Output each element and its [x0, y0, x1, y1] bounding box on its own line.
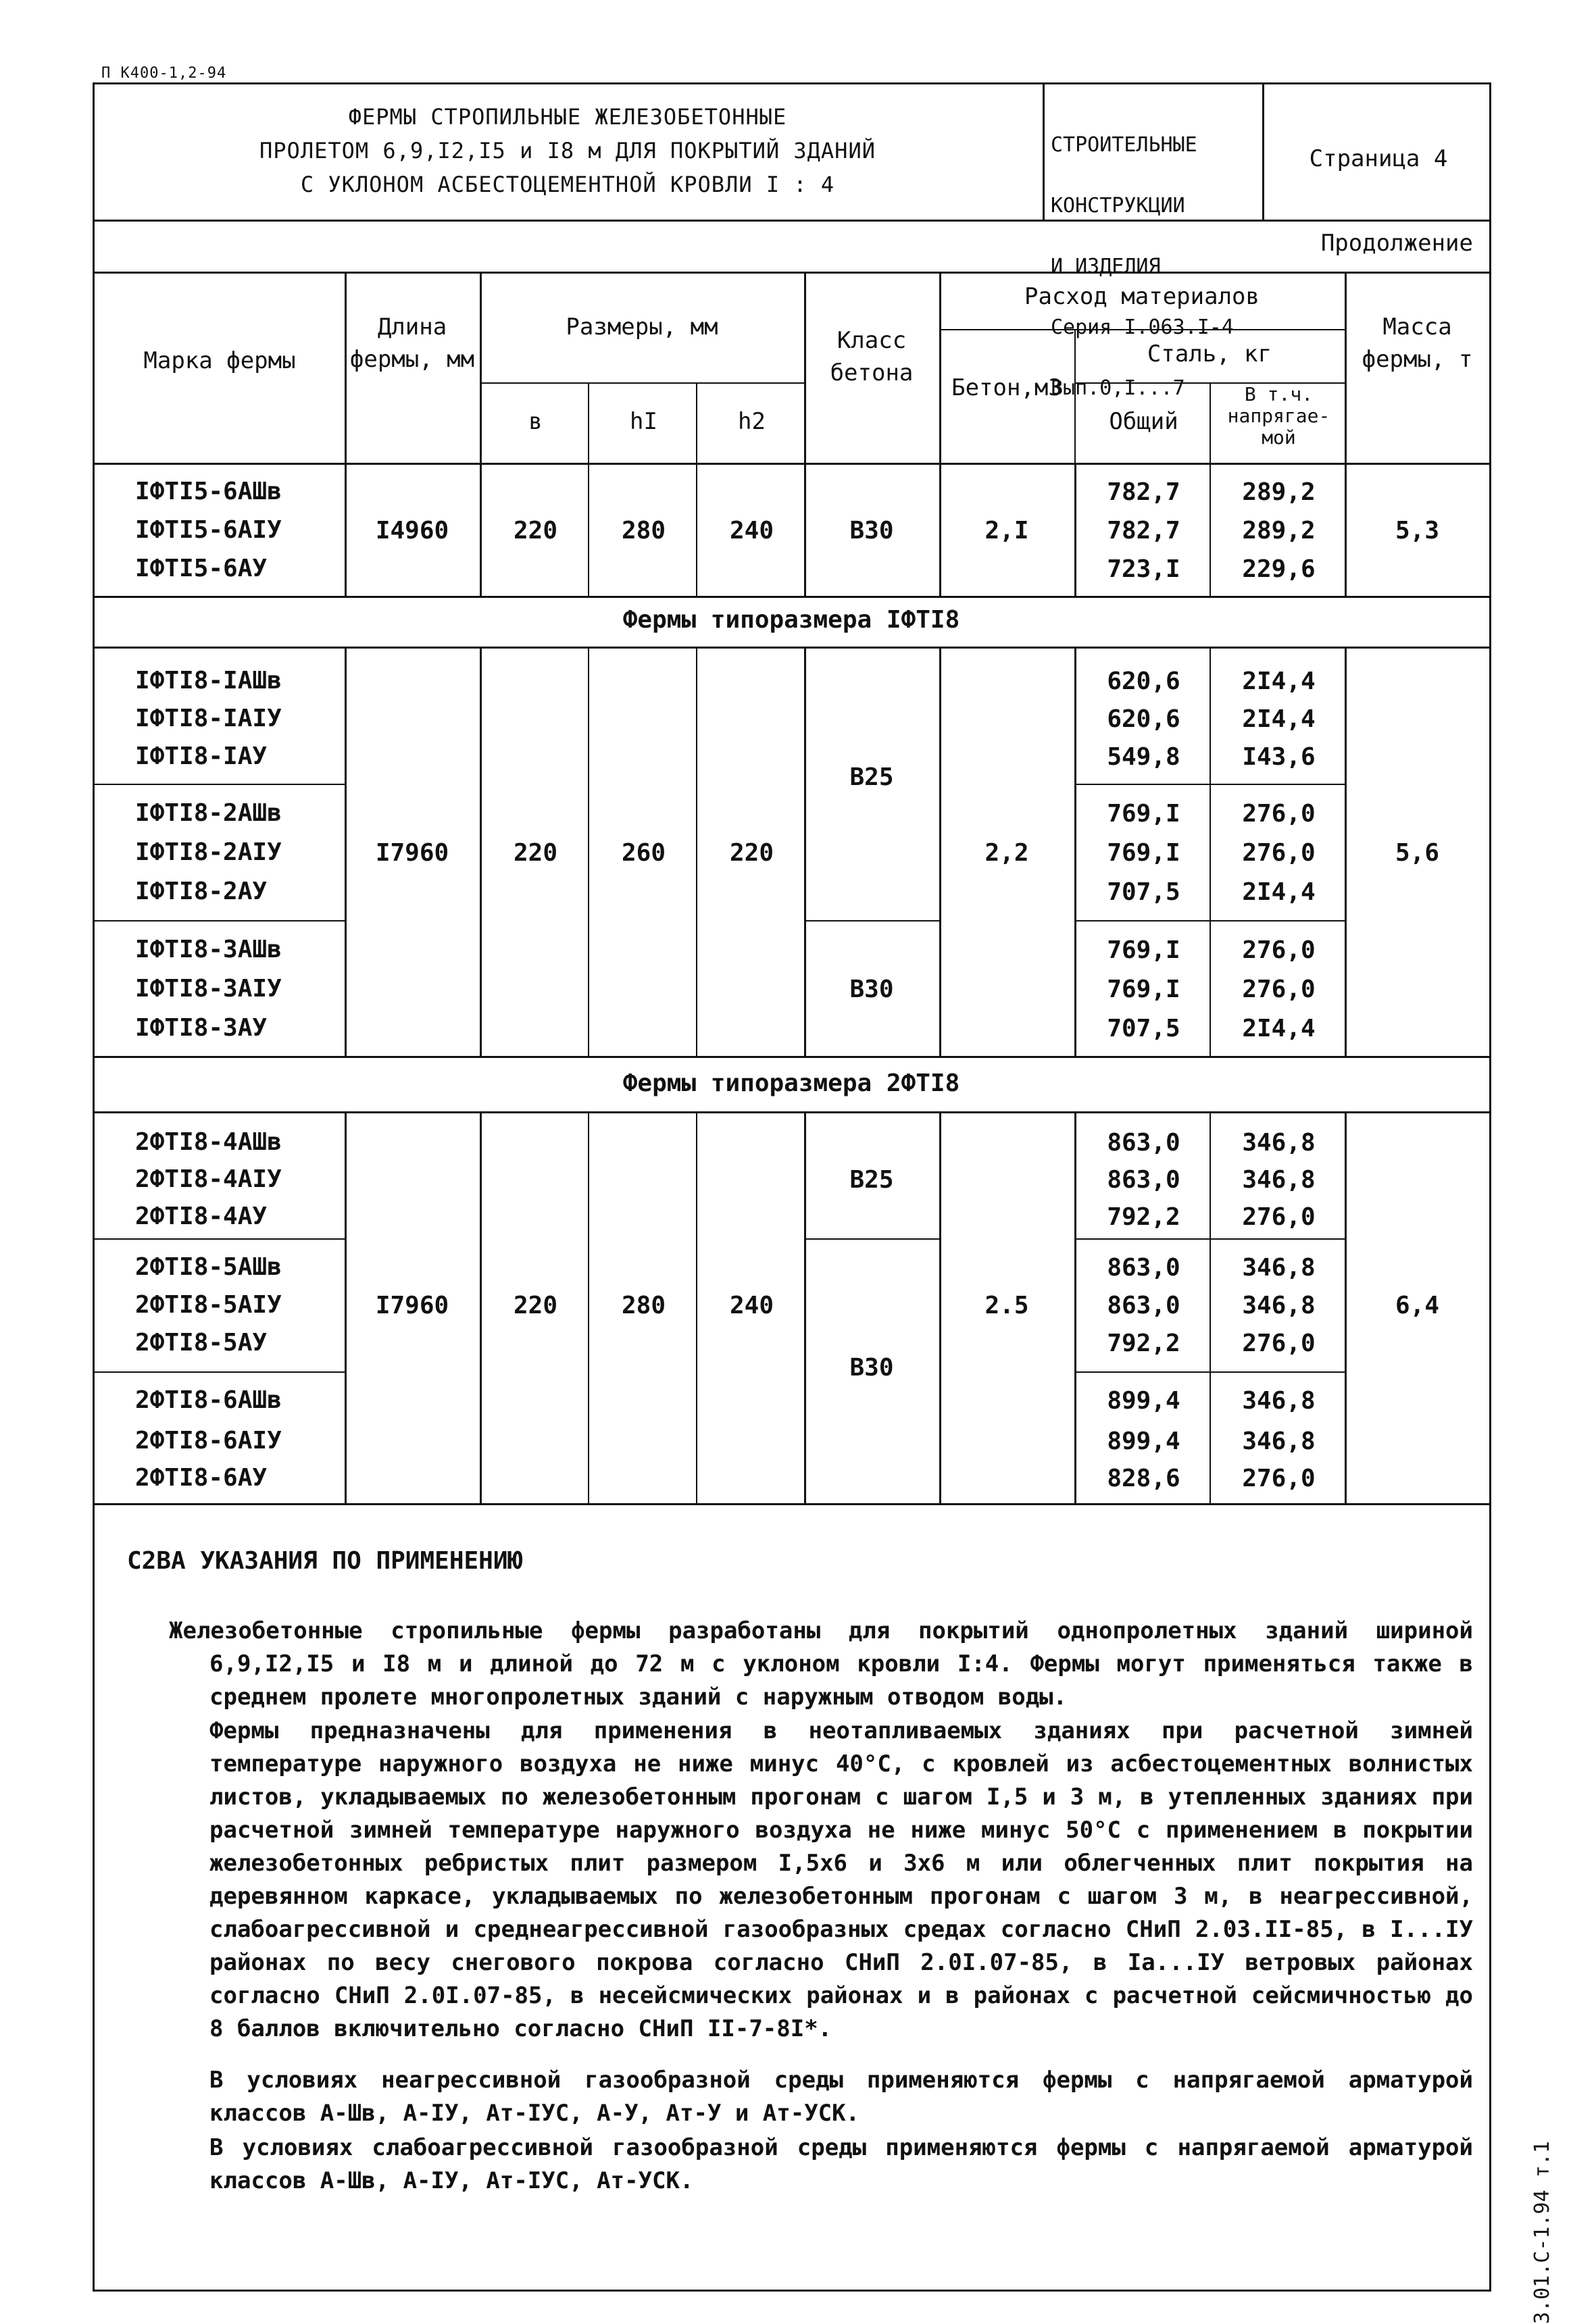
mark-cell: 2ФТI8-4АУ	[135, 1203, 268, 1230]
h2-cell: 220	[729, 839, 774, 867]
steel-pre-cell: 2I4,4	[1242, 878, 1316, 906]
header-steel-prestressed: В т.ч. напрягае-мой	[1227, 383, 1330, 449]
grid-line	[696, 647, 697, 1056]
table-top-line	[93, 272, 1491, 274]
mark-cell: IФТI5-6АШв	[135, 478, 282, 505]
grid-line	[804, 920, 939, 921]
steel-total-cell: 769,I	[1107, 800, 1180, 828]
steel-total-cell: 782,7	[1107, 517, 1180, 545]
steel-pre-cell: 346,8	[1242, 1129, 1316, 1157]
header-divider-2	[1262, 82, 1264, 220]
grid-line	[480, 647, 482, 1056]
steel-pre-cell: 2I4,4	[1242, 1015, 1316, 1042]
grid-line	[345, 647, 347, 1056]
steel-total-cell: 828,6	[1107, 1465, 1180, 1492]
title-line-1: ФЕРМЫ СТРОПИЛЬНЫЕ ЖЕЛЕЗОБЕТОННЫЕ	[348, 104, 787, 130]
grid-line	[93, 1056, 1491, 1058]
series-line: КОНСТРУКЦИИ	[1051, 194, 1185, 218]
group-title-2: Фермы типоразмера 2ФТI8	[622, 1069, 960, 1097]
steel-pre-cell: 276,0	[1242, 839, 1316, 867]
mark-cell: 2ФТI8-4АШв	[135, 1128, 282, 1156]
steel-pre-cell: 289,2	[1242, 517, 1316, 545]
steel-pre-cell: 276,0	[1242, 936, 1316, 964]
header-steel-total: Общий	[1109, 408, 1178, 435]
mass-cell: 5,6	[1395, 839, 1440, 867]
header-length: Длина фермы, мм	[349, 313, 475, 373]
concrete-cell: 2.5	[984, 1292, 1029, 1319]
class-cell: В30	[849, 976, 894, 1003]
grid-line	[939, 272, 941, 463]
grid-line	[93, 1111, 1491, 1113]
steel-total-cell: 863,0	[1107, 1166, 1180, 1194]
grid-line	[804, 272, 806, 463]
group-title-1: Фермы типоразмера IФТI8	[622, 606, 960, 634]
mark-cell: 2ФТI8-4АIУ	[135, 1165, 282, 1193]
steel-pre-cell: 276,0	[1242, 976, 1316, 1003]
grid-line	[480, 272, 482, 463]
grid-line	[1210, 463, 1211, 596]
h1-cell: 280	[621, 517, 666, 545]
header-b: в	[528, 408, 543, 435]
series-line: И ИЗДЕЛИЯ	[1051, 255, 1161, 278]
b-cell: 220	[513, 839, 558, 867]
b-cell: 220	[513, 1292, 558, 1319]
series-line: Вып.0,I...7	[1051, 376, 1185, 400]
mark-cell: IФТI5-6АIУ	[135, 516, 282, 544]
mark-cell: IФТI8-3АУ	[135, 1014, 268, 1042]
mass-cell: 6,4	[1395, 1292, 1440, 1319]
h2-cell: 240	[729, 517, 774, 545]
steel-total-cell: 792,2	[1107, 1203, 1180, 1231]
grid-line	[588, 463, 589, 596]
mark-cell: IФТI8-IАIУ	[135, 705, 282, 732]
steel-pre-cell: I43,6	[1242, 743, 1316, 771]
header-concrete-class: Класс бетона	[830, 327, 914, 386]
header-divider-1	[1043, 82, 1045, 220]
series-line: Серия I.063.I-4	[1051, 315, 1234, 339]
header-bottom-line	[93, 220, 1491, 222]
header-h2: h2	[738, 408, 766, 435]
grid-line	[804, 463, 806, 596]
document-code: П К400-1,2-94	[101, 65, 227, 82]
grid-line	[93, 784, 346, 785]
steel-pre-cell: 289,2	[1242, 478, 1316, 506]
mark-cell: 2ФТI8-5АIУ	[135, 1291, 282, 1319]
steel-pre-cell: 276,0	[1242, 1330, 1316, 1357]
steel-pre-cell: 276,0	[1242, 1203, 1316, 1231]
steel-pre-cell: 276,0	[1242, 800, 1316, 828]
grid-line	[588, 1111, 589, 1503]
mark-cell: 2ФТI8-5АУ	[135, 1329, 268, 1357]
class-cell: В30	[849, 1354, 894, 1382]
class-cell: В30	[849, 517, 894, 545]
mark-cell: IФТI8-3АШв	[135, 936, 282, 963]
h1-cell: 280	[621, 1292, 666, 1319]
grid-line	[588, 647, 589, 1056]
steel-total-cell: 863,0	[1107, 1254, 1180, 1282]
series-line: СТРОИТЕЛЬНЫЕ	[1051, 133, 1197, 157]
concrete-cell: 2,I	[984, 517, 1029, 545]
class-cell: В25	[849, 763, 894, 791]
grid-line	[480, 1111, 482, 1503]
steel-pre-cell: 229,6	[1242, 555, 1316, 583]
grid-line	[345, 1111, 347, 1503]
grid-line	[1074, 463, 1076, 596]
grid-line	[93, 596, 1491, 598]
h2-cell: 240	[729, 1292, 774, 1319]
steel-pre-cell: 346,8	[1242, 1428, 1316, 1455]
mark-cell: IФТI8-2АIУ	[135, 838, 282, 866]
page-number: Страница 4	[1309, 145, 1448, 172]
title-line-3: С УКЛОНОМ АСБЕСТОЦЕМЕНТНОЙ КРОВЛИ I : 4	[300, 172, 835, 197]
section-title: С2ВА УКАЗАНИЯ ПО ПРИМЕНЕНИЮ	[127, 1547, 523, 1575]
grid-line	[804, 1238, 939, 1240]
steel-total-cell: 769,I	[1107, 839, 1180, 867]
length-cell: I7960	[375, 1292, 449, 1319]
grid-line	[1210, 382, 1211, 463]
grid-line	[939, 329, 1345, 330]
grid-line	[1345, 272, 1347, 463]
grid-line	[588, 382, 589, 463]
header-mass: Масса фермы, т	[1362, 313, 1473, 373]
paragraph-4: В условиях слабоагрессивной газообразной среды применяются фермы с напрягаемой арматурой классов А-Шв, А-IУ, Ат-IУС, Ат-УСК.	[209, 2134, 1473, 2194]
grid-line	[1345, 463, 1347, 596]
steel-pre-cell: 346,8	[1242, 1292, 1316, 1319]
mark-cell: IФТI5-6АУ	[135, 555, 268, 582]
steel-total-cell: 782,7	[1107, 478, 1180, 506]
grid-line	[696, 382, 697, 463]
paragraph-2: Фермы предназначены для применения в неотапливаемых зданиях при расчетной зимней температуре наружного воздуха не ниже минус 40°С, с кровлей из асбестоцементных волнистых листов, укладываемых по железобетонным прогонам с шагом I,5 и 3 м, в утепленных зданиях при расчетной зимней температуре наружного воздуха не ниже минус 50°С с применением в покрытии железобетонных ребристых плит размером I,5х6 и 3х6 м или облегченных плит покрытия на деревянном каркасе, укладываемых по железобетонным прогонам с шагом 3 м, в неагрессивной, слабоагрессивной и среднеагрессивной газообразных средах согласно СНиП 2.03.II-85, в I...IУ районах по весу снегового покрова согласно СНиП 2.0I.07-85, в Iа...IУ ветровых районах согласно СНиП 2.0I.07-85, в несейсмических районах и в районах с расчетной сейсмичностью до 8 баллов включительно согласно СНиП II-7-8I*.	[209, 1717, 1473, 2042]
continuation-label: Продолжение	[1320, 230, 1473, 257]
grid-line	[480, 463, 482, 596]
paragraph-1: Железобетонные стропильные фермы разработаны для покрытий однопролетных зданий шириной 6,9,I2,I5 и I8 м и длиной до 72 м с уклоном кровли I:4. Фермы могут применяться также в среднем пролете многопролетных зданий с наружным отводом воды.	[169, 1617, 1473, 1711]
grid-line	[804, 647, 806, 1056]
title-line-2: ПРОЛЕТОМ 6,9,I2,I5 и I8 м ДЛЯ ПОКРЫТИЙ ЗДАНИЙ	[259, 138, 876, 163]
header-h1: hI	[630, 408, 657, 435]
grid-line	[480, 382, 804, 384]
grid-line	[696, 1111, 697, 1503]
grid-line	[93, 1238, 346, 1240]
steel-total-cell: 723,I	[1107, 555, 1180, 583]
grid-line	[1210, 647, 1211, 1056]
side-code: 3.01.С-1.94 т.1	[1530, 2141, 1554, 2324]
grid-line	[1074, 329, 1076, 463]
steel-pre-cell: 276,0	[1242, 1465, 1316, 1492]
grid-line	[93, 920, 346, 921]
h1-cell: 260	[621, 839, 666, 867]
header-concrete: Бетон,м3	[951, 374, 1062, 401]
steel-pre-cell: 2I4,4	[1242, 667, 1316, 695]
mass-cell: 5,3	[1395, 517, 1440, 545]
grid-line	[1345, 1111, 1347, 1503]
steel-total-cell: 899,4	[1107, 1428, 1180, 1455]
class-cell: В25	[849, 1166, 894, 1194]
grid-line	[696, 463, 697, 596]
grid-line	[939, 463, 941, 596]
grid-line	[345, 463, 347, 596]
header-sizes: Размеры, мм	[566, 313, 718, 340]
steel-total-cell: 549,8	[1107, 743, 1180, 771]
grid-line	[1345, 647, 1347, 1056]
steel-pre-cell: 346,8	[1242, 1166, 1316, 1194]
mark-cell: IФТI8-IАУ	[135, 742, 268, 770]
header-steel: Сталь, кг	[1147, 340, 1272, 368]
steel-total-cell: 863,0	[1107, 1129, 1180, 1157]
steel-total-cell: 792,2	[1107, 1330, 1180, 1357]
grid-line	[939, 647, 941, 1056]
mark-cell: 2ФТI8-5АШв	[135, 1253, 282, 1281]
grid-line	[1074, 1111, 1076, 1503]
steel-total-cell: 863,0	[1107, 1292, 1180, 1319]
mark-cell: IФТI8-IАШв	[135, 667, 282, 694]
steel-total-cell: 620,6	[1107, 705, 1180, 733]
steel-total-cell: 769,I	[1107, 936, 1180, 964]
grid-line	[93, 1371, 346, 1373]
steel-total-cell: 620,6	[1107, 667, 1180, 695]
grid-line	[345, 272, 347, 463]
mark-cell: 2ФТI8-6АУ	[135, 1464, 268, 1492]
paragraph-3: В условиях неагрессивной газообразной среды применяются фермы с напрягаемой арматурой классов А-Шв, А-IУ, Ат-IУС, А-У, Ат-У и Ат-УСК.	[209, 2067, 1473, 2127]
length-cell: I7960	[375, 839, 449, 867]
header-mark: Марка фермы	[143, 347, 296, 374]
steel-pre-cell: 346,8	[1242, 1254, 1316, 1282]
mark-cell: IФТI8-2АШв	[135, 799, 282, 827]
document-title	[95, 100, 1041, 201]
steel-pre-cell: 346,8	[1242, 1387, 1316, 1415]
header-materials: Расход материалов	[1024, 283, 1260, 310]
steel-total-cell: 707,5	[1107, 1015, 1180, 1042]
grid-line	[93, 647, 1491, 649]
mark-cell: 2ФТI8-6АШв	[135, 1386, 282, 1414]
steel-pre-cell: 2I4,4	[1242, 705, 1316, 733]
grid-line	[804, 1111, 806, 1503]
steel-total-cell: 769,I	[1107, 976, 1180, 1003]
b-cell: 220	[513, 517, 558, 545]
steel-total-cell: 707,5	[1107, 878, 1180, 906]
grid-line	[939, 1111, 941, 1503]
grid-line	[1074, 647, 1076, 1056]
mark-cell: IФТI8-3АIУ	[135, 975, 282, 1003]
length-cell: I4960	[375, 517, 449, 545]
table-header-bottom	[93, 463, 1491, 465]
table-bottom-line	[93, 1503, 1491, 1505]
series-info	[1051, 95, 1234, 419]
concrete-cell: 2,2	[984, 839, 1029, 867]
steel-total-cell: 899,4	[1107, 1387, 1180, 1415]
mark-cell: 2ФТI8-6АIУ	[135, 1427, 282, 1455]
mark-cell: IФТI8-2АУ	[135, 878, 268, 905]
grid-line	[1210, 1111, 1211, 1503]
